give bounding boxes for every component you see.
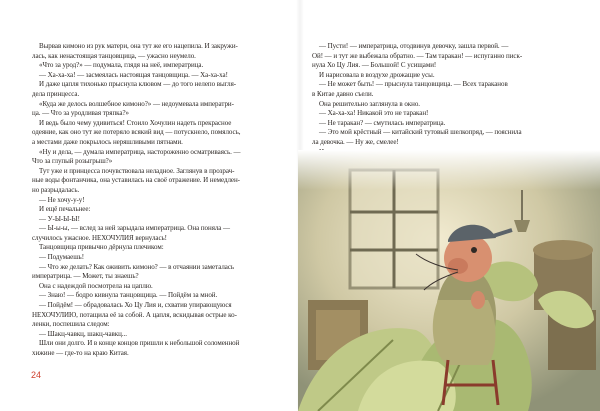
text-line: в Китае давно съели. [312, 89, 374, 98]
text-line: — Шакц-чавкц, шакц-чавкц... [39, 329, 127, 338]
text-line: — Знаю! — бодро кивнула танцовщица. — Пойдём за мной. [39, 291, 218, 300]
text-line: лась, как ненастоящая танцовщица, — ужасно неумело. [32, 51, 196, 60]
text-line: Вырвав кимоно из рук матери, она тут же его нацепила. И закружи- [39, 42, 238, 50]
text-line: Танцовщица привычно дёрнула плечиком: [39, 243, 164, 252]
text-line: — Не таракан? — смутилась императрица. [319, 118, 446, 127]
page-number: 24 [31, 370, 42, 380]
text-line: «Ну и дела, — думала императрица, настороженно осматриваясь. — [39, 147, 241, 156]
text-line: И даже цапля тихонько прыснула клювом — до того нелепо выгля- [39, 80, 237, 89]
text-line: одеяние, как оно тут же потеряло всякий вид — потускнело, помялось, [32, 128, 241, 137]
text-line: — Не может быть! — прыснула танцовщица. — Всех тараканов [319, 80, 508, 89]
text-line: НЕХОЧУЛИЮ, потащила её за собой. А цапля, вскидывая острые ко- [32, 310, 237, 319]
text-line: ленки, поспешила следом: [32, 320, 110, 329]
text-line: Что за глупый розыгрыш?» [32, 157, 113, 166]
text-line: ные воды фонтанчика, она уставилась на своё отражение. И немедлен- [32, 176, 240, 185]
text-line: — Пусти! — императрица, отодвинув девочку, зашла первой. — [319, 42, 509, 50]
text-line: Ой! — и тут же выбежала обратно. — Там таракан! — испуганно писк- [312, 51, 523, 60]
text-line: — Пойдём! — обрадовалась Хо Цу Лия и, схватив упирающуюся [39, 301, 232, 310]
text-line: императрица. — Может, ты знаешь? [32, 272, 139, 281]
text-line: — Ха-ха-ха! Никакой это не таракан! [319, 109, 429, 118]
text-line: случилось ужасное. НЕХОЧУЛИЯ вернулась! [32, 233, 167, 242]
text-line: — Подумаешь! [39, 253, 84, 262]
text-line: ца. — Что за уродливая тряпка?» [32, 109, 129, 118]
text-line: но разрыдалась. [32, 185, 80, 194]
text-line: — Не хочу-у-у! [39, 195, 85, 204]
text-line: Шли они долго. И в конце концов пришли к небольшой соломенной [39, 339, 240, 348]
text-line: — Ы-ы-ы, — вслед за ней зарыдала императрица. Она поняла — [39, 224, 231, 233]
text-line: а местами даже покрылось неряшливыми пятнами. [32, 137, 183, 146]
text-line: Тут уже и принцесса почувствовала неладное. Заглянув в прозрач- [39, 166, 235, 175]
text-line: «Куда же делось волшебное кимоно?» — недоумевала императри- [39, 99, 234, 108]
right-page-text [312, 42, 564, 157]
text-line: — Это мой крёстный — китайский тутовый шелкопряд, — пояснила [319, 128, 522, 137]
text-line: — Что же делать? Как оживить кимоно? — в отчаянии заметалась [39, 262, 235, 271]
illustration-top-fade [298, 150, 600, 190]
left-page-text [32, 42, 294, 359]
text-line: И ведь было чему удивиться! Стоило Хочулин надеть прекрасное [39, 118, 232, 127]
text-line: «Что за урод?» — подумала, глядя на неё, императрица. [39, 61, 204, 70]
text-line: И нарисовала в воздухе дрожащие усы. [319, 70, 435, 79]
text-line: хижине — где-то на краю Китая. [32, 349, 129, 357]
illustration-silkworm-in-hut [298, 150, 600, 411]
text-line: — У-Ы-Ы-Ы! [39, 214, 80, 223]
text-line: Она с надеждой посмотрела на цаплю. [39, 281, 153, 290]
text-line: — Ха-ха-ха! — засмеялась настоящая танцовщица. — Ха-ха-ха! [39, 70, 228, 79]
text-line: ла девочка. — Ну же, смелее! [312, 137, 399, 146]
text-line: дела принцесса. [32, 89, 80, 98]
text-line: нула Хо Цу Лия. — Большой! С усищами! [312, 61, 437, 70]
text-line: Она решительно заглянула в окно. [319, 99, 420, 108]
text-line: И ещё печальнее: [39, 205, 91, 214]
